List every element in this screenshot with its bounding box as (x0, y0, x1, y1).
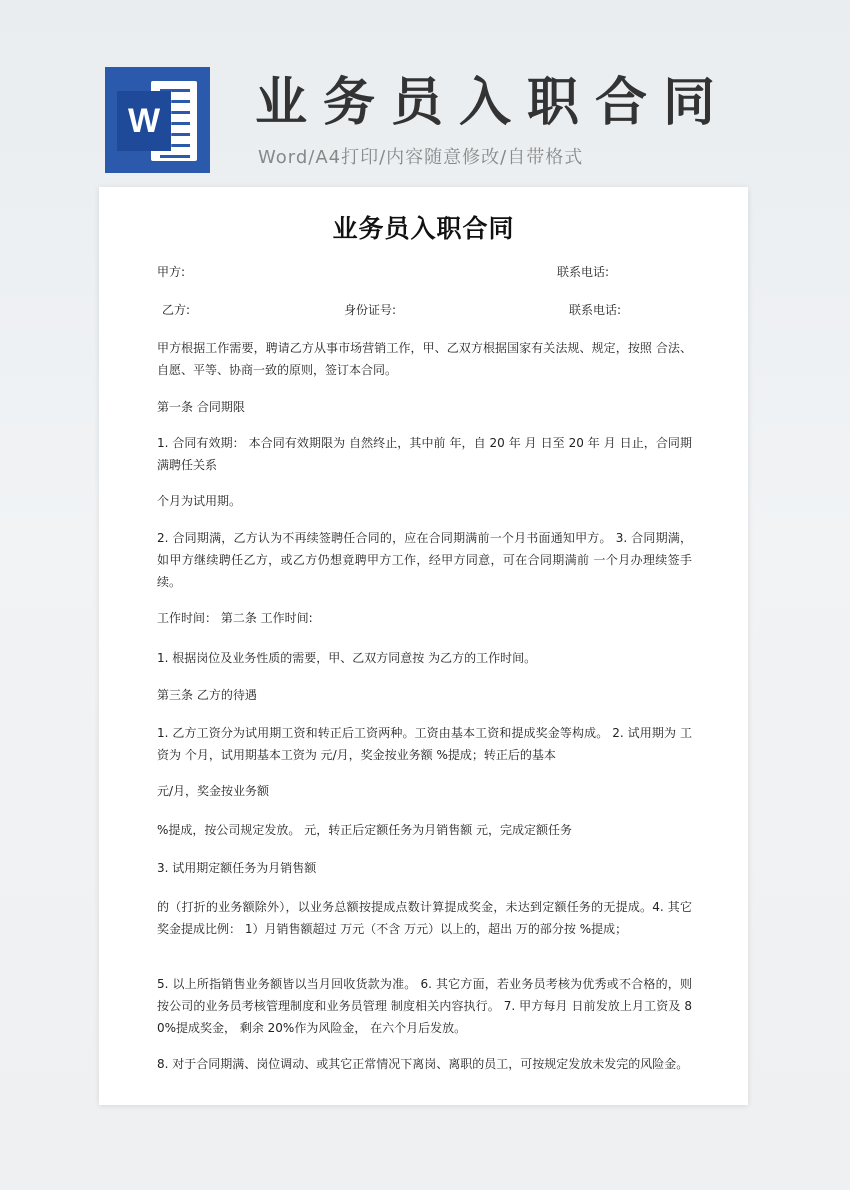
party-b-phone-label: 联系电话: (569, 303, 622, 317)
word-logo-letter: W (117, 91, 171, 151)
paragraph-renewal: 2. 合同期满，乙方认为不再续签聘任合同的，应在合同期满前一个月书面通知甲方。 3. 合同期满，如甲方继续聘任乙方，或乙方仍想竟聘甲方工作，经甲方同意，可在合同期满前 一个月办理续签手续。 (157, 531, 692, 589)
party-b-label: 乙方: (162, 303, 191, 317)
id-number-label: 身份证号: (344, 303, 397, 317)
paragraph-validity: 1. 合同有效期： 本合同有效期限为 自然终止，其中前 年，自 20 年 月 日至 20 年 月 日止，合同期满聘任关系 (157, 436, 692, 472)
word-logo-icon (105, 67, 210, 173)
party-a-label: 甲方: (157, 265, 186, 279)
section-heading-hours: 工作时间： 第二条 工作时间: (157, 611, 313, 625)
paragraph-sales-rules: 5. 以上所指销售业务额皆以当月回收货款为准。 6. 其它方面，若业务员考核为优秀或不合格的，则按公司的业务员考核管理制度和业务员管理 制度相关内容执行。 7. 甲方每月 日前发放上月工资及 80%提成奖金， 剩余 20%作为风险金， 在六个月后发放。 (157, 977, 692, 1035)
banner-title: 业务员入职合同 (255, 73, 732, 133)
section-heading-term: 第一条 合同期限 (157, 400, 245, 414)
paragraph-hours: 1. 根据岗位及业务性质的需要，甲、乙双方同意按 为乙方的工作时间。 (157, 651, 537, 665)
paragraph-bonus-rate: 元/月，奖金按业务额 (157, 784, 270, 798)
section-heading-pay: 第三条 乙方的待遇 (157, 688, 257, 702)
document-title: 业务员入职合同 (332, 214, 515, 243)
paragraph-quota: 3. 试用期定额任务为月销售额 (157, 861, 317, 875)
paragraph-commission: 的（打折的业务额除外），以业务总额按提成点数计算提成奖金，未达到定额任务的无提成。4. 其它奖金提成比例： 1）月销售额超过 万元（不含 万元）以上的，超出 万的部分按 %提成； (157, 900, 692, 936)
banner (0, 0, 850, 190)
paragraph-salary: 1. 乙方工资分为试用期工资和转正后工资两种。工资由基本工资和提成奖金等构成。 2. 试用期为 工资为 个月，试用期基本工资为 元/月，奖金按业务额 %提成；转正后的基本 (157, 726, 692, 762)
paragraph-probation: 个月为试用期。 (157, 494, 242, 508)
document-page (99, 187, 748, 1105)
paragraph-intro: 甲方根据工作需要，聘请乙方从事市场营销工作，甲、乙双方根据国家有关法规、规定，按照 合法、自愿、平等、协商一致的原则，签订本合同。 (157, 341, 692, 377)
party-a-phone-label: 联系电话: (557, 265, 610, 279)
paragraph-risk-fund: 8. 对于合同期满、岗位调动、或其它正常情况下离岗、离职的员工，可按规定发放未发完的风险金。 (157, 1057, 689, 1071)
paragraph-payment: %提成，按公司规定发放。 元，转正后定额任务为月销售额 元，完成定额任务 (157, 823, 573, 837)
banner-subtitle: Word/A4打印/内容随意修改/自带格式 (258, 147, 584, 168)
